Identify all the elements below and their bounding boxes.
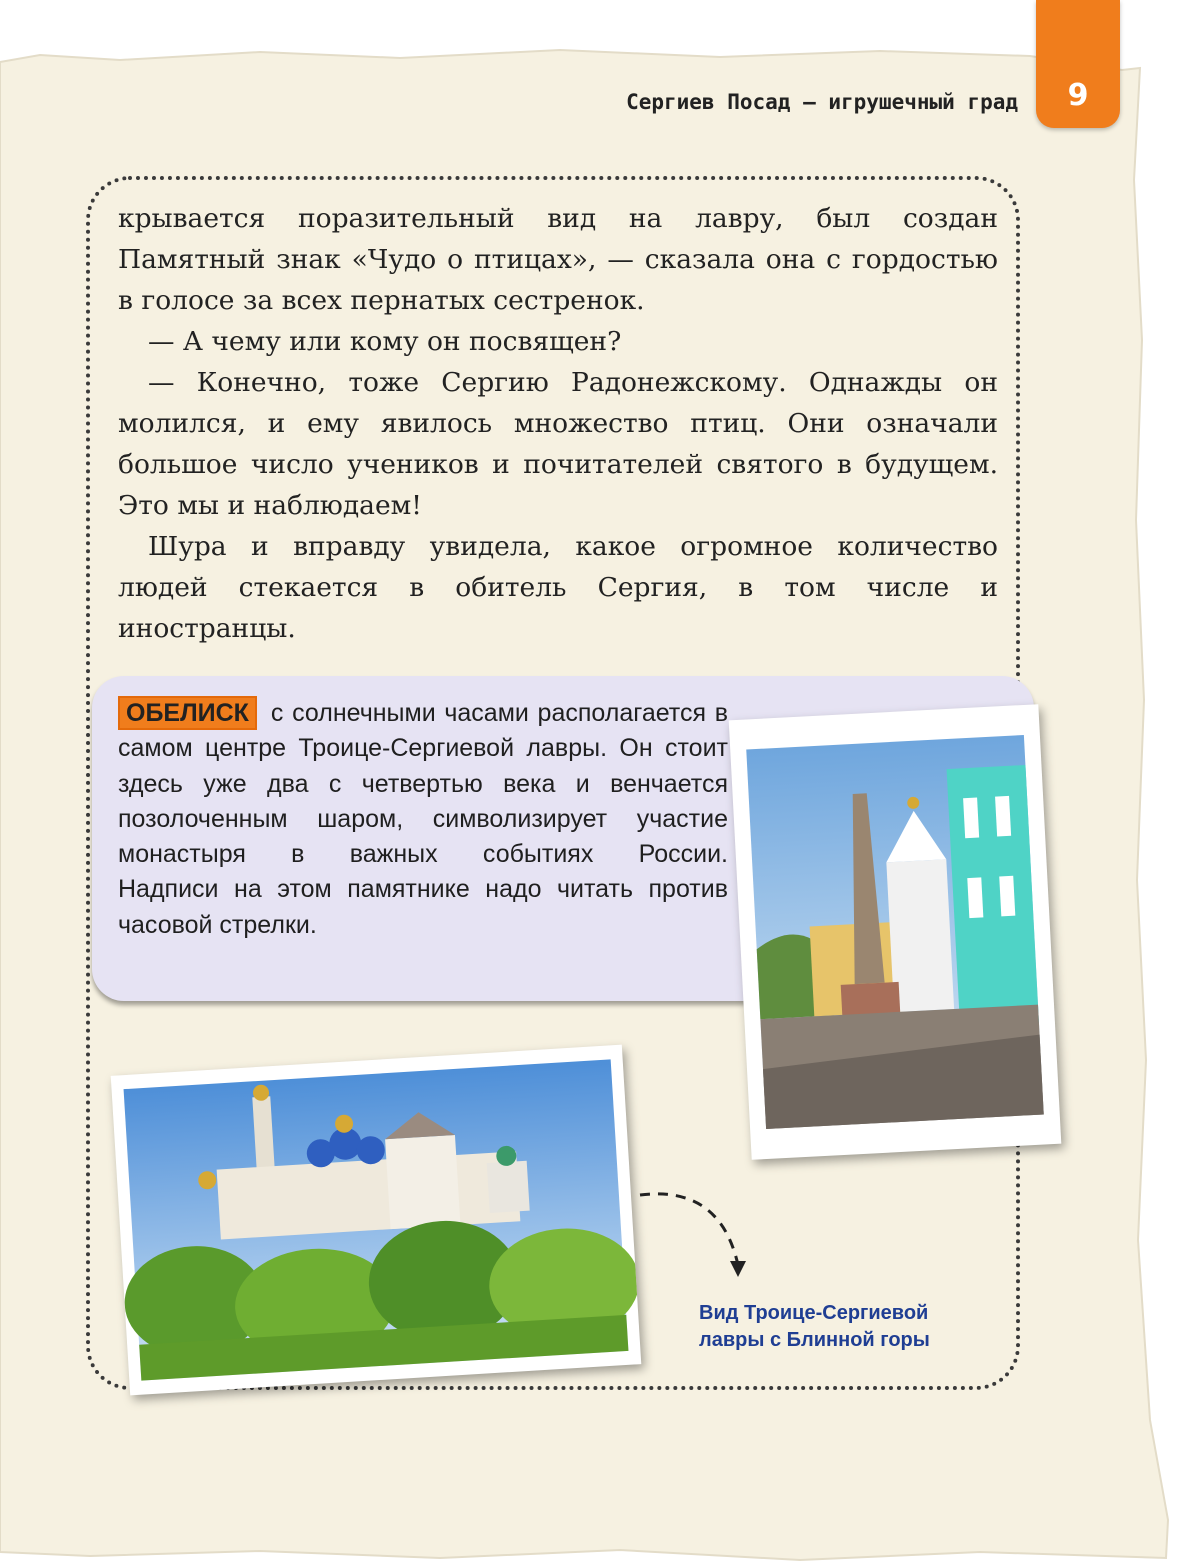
callout-body-end: Надписи на этом памятнике надо читать против часовой стрелки. [118, 875, 728, 939]
running-title: Сергиев Посад – игрушечный град [626, 90, 1018, 114]
lavra-panorama-image [111, 1045, 642, 1396]
story-text [118, 198, 998, 649]
obelisk-photo-image [729, 704, 1062, 1160]
callout-term: ОБЕЛИСК [118, 696, 257, 730]
story-paragraph: Шура и вправду увидела, какое огромное количество людей стекается в обитель Сергия, в том числе и иностранцы. [118, 531, 998, 644]
callout-body: с солнечными часами располагается в самом центре Троице-Сергиевой лавры. Он стоит здесь уже два с четвертью века и венчается позолоченным шаром, символизирует участие монастыря в важных событиях России. [118, 699, 728, 869]
obelisk-photo [729, 704, 1062, 1160]
callout-text [118, 696, 728, 943]
caption-line-2: лавры с Блинной горы [699, 1329, 930, 1351]
caption-line-1: Вид Троице-Сергиевой [699, 1302, 929, 1324]
dashed-arrow [620, 1175, 760, 1295]
story-paragraph: крывается поразительный вид на лавру, был создан Памятный знак «Чудо о птицах», — сказала она с гордостью в голосе за всех пернатых сестренок. [118, 203, 998, 316]
story-paragraph: — А чему или кому он посвящен? [148, 326, 622, 357]
photo-caption [699, 1300, 989, 1354]
story-paragraph: — Конечно, тоже Сергию Радонежскому. Однажды он молился, и ему явилось множество птиц. Они означали большое число учеников и почитателей святого в будущем. Это мы и наблюдаем! [118, 367, 998, 521]
lavra-panorama-photo [111, 1045, 642, 1396]
page-number: 9 [1067, 78, 1089, 113]
